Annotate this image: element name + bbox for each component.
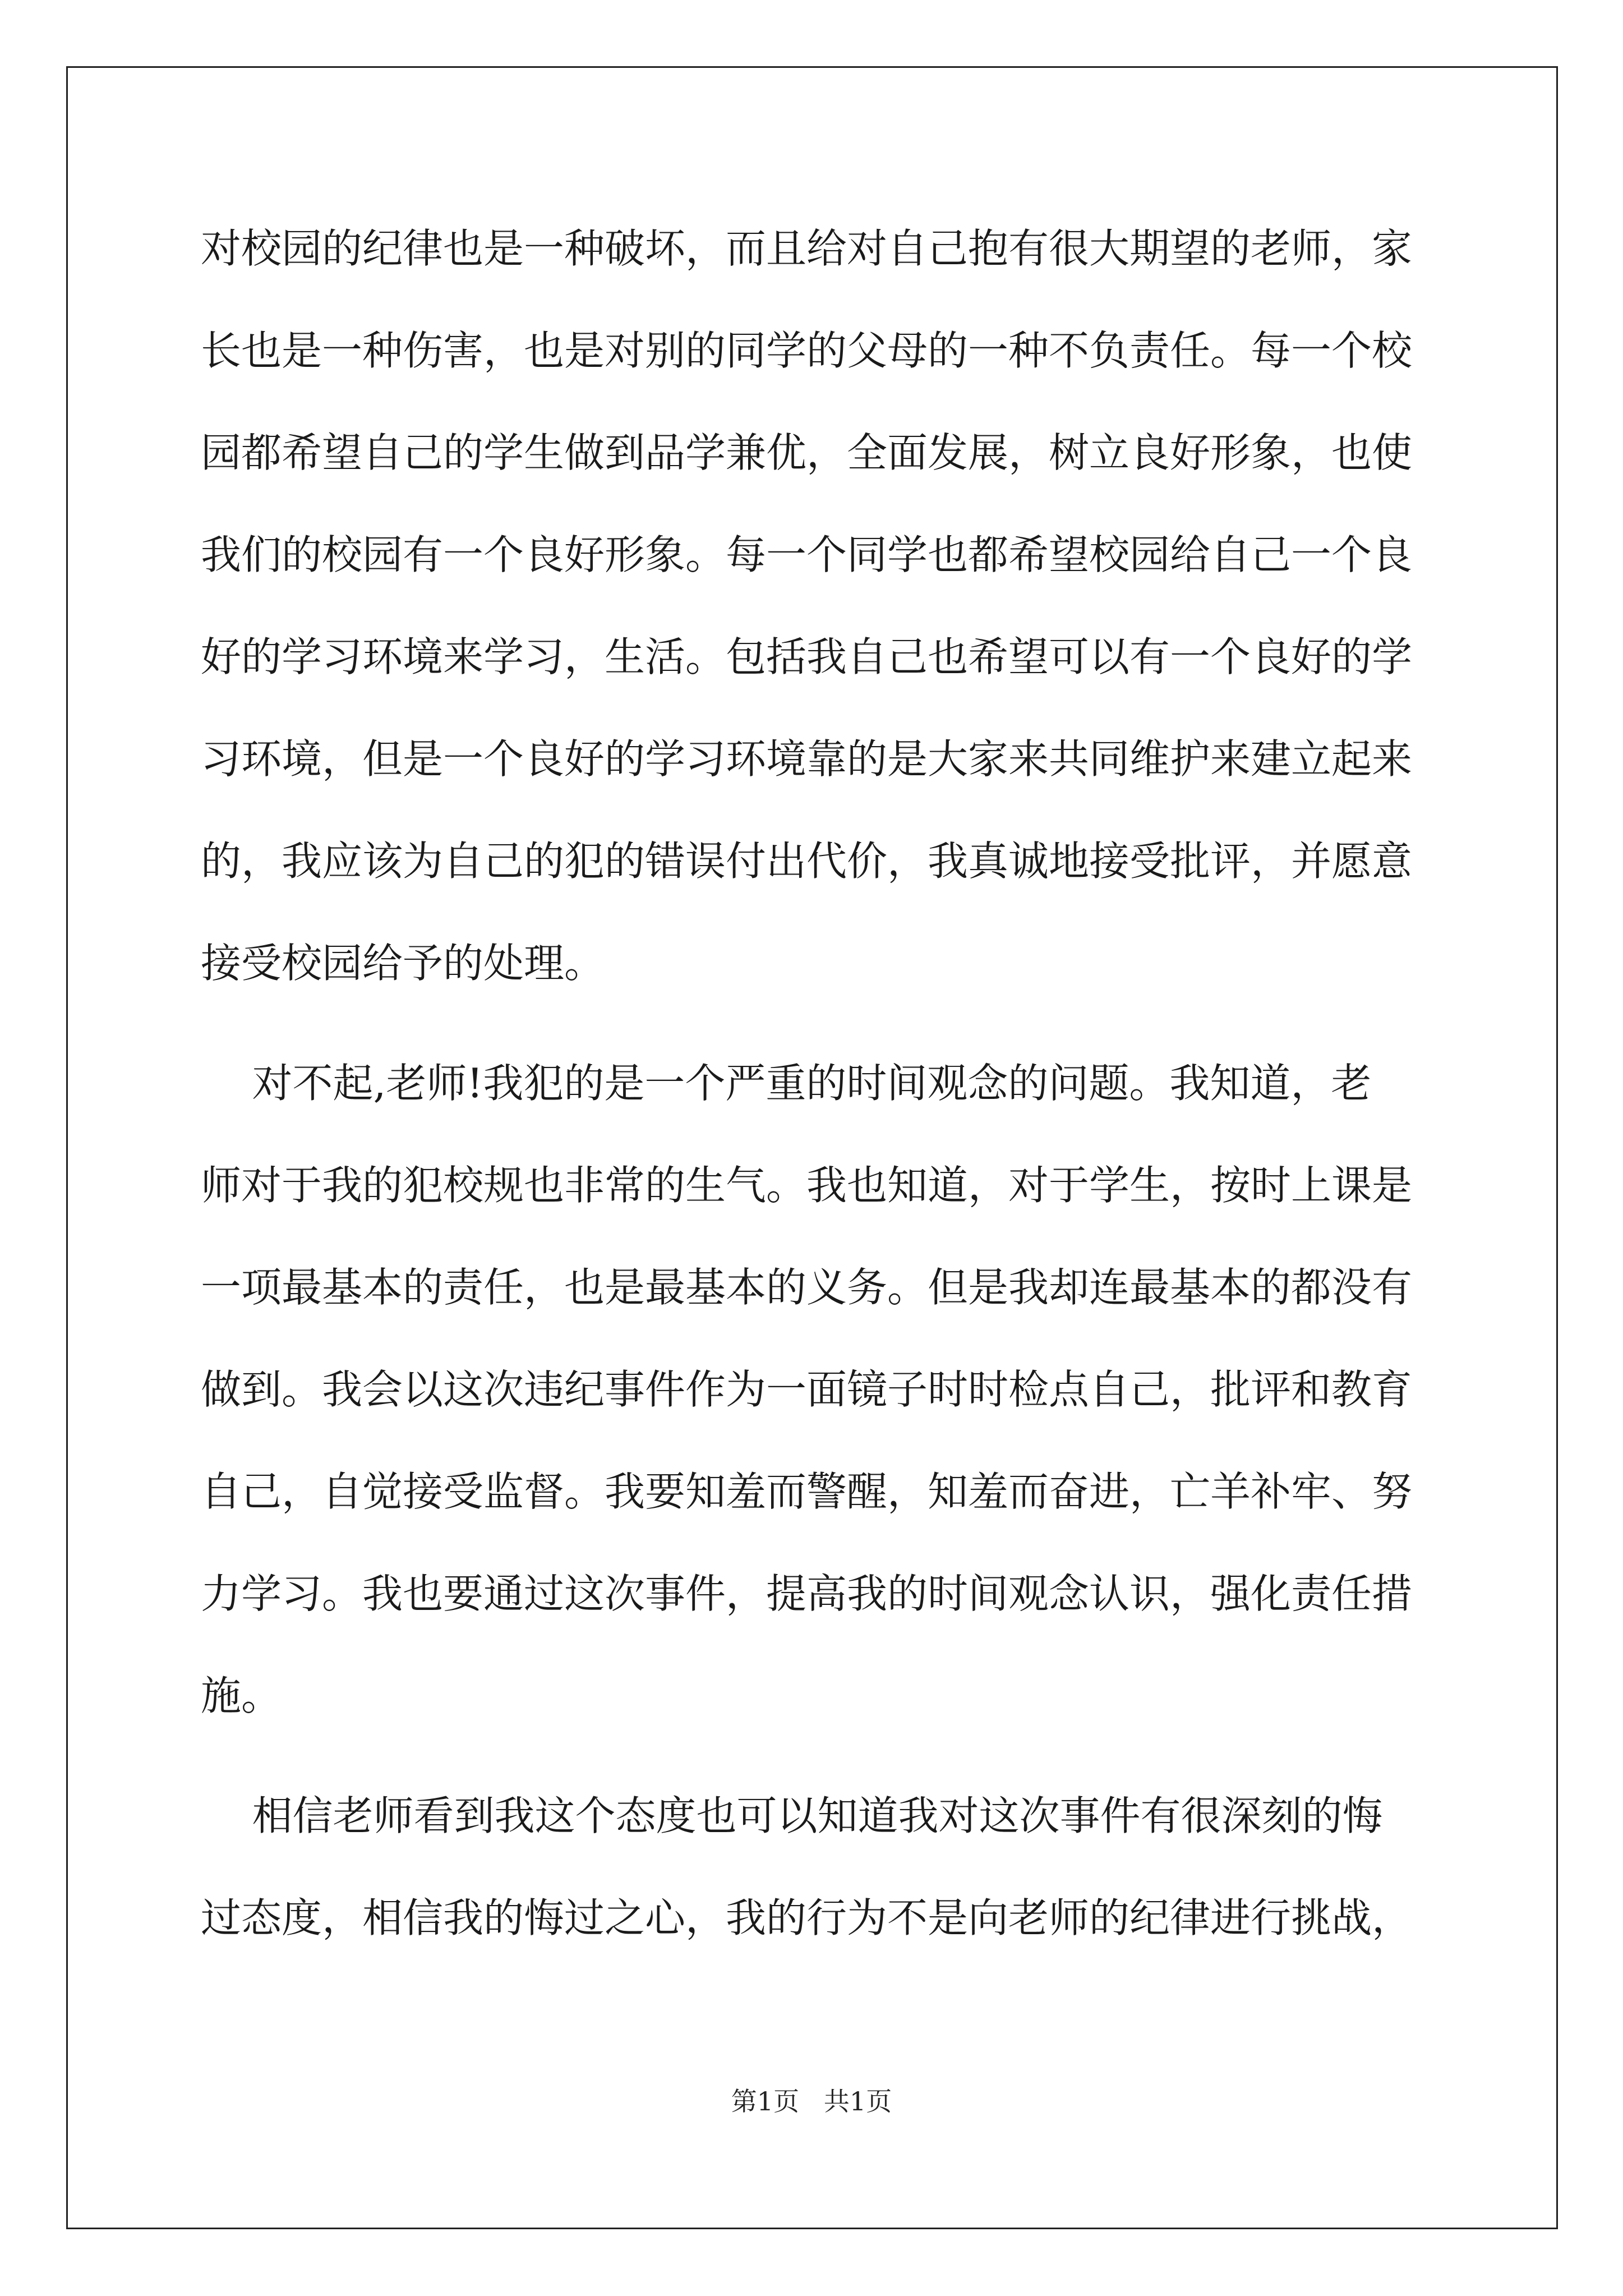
text-line: 园都希望自己的学生做到品学兼优，全面发展，树立良好形象，也使 — [201, 429, 1413, 476]
text-line: 自己，自觉接受监督。我要知羞而警醒，知羞而奋进，亡羊补牢、努 — [201, 1468, 1413, 1515]
text-line: 做到。我会以这次违纪事件作为一面镜子时时检点自己，批评和教育 — [201, 1366, 1413, 1413]
paragraph — [201, 1765, 1423, 1969]
text-line: 施。 — [201, 1672, 282, 1719]
text-line: 接受校园给予的处理。 — [201, 940, 605, 987]
text-line: 对校园的纪律也是一种破坏，而且给对自己抱有很大期望的老师，家 — [201, 225, 1413, 272]
text-line: 好的学习环境来学习，生活。包括我自己也希望可以有一个良好的学 — [201, 633, 1413, 680]
text-line: 师对于我的犯校规也非常的生气。我也知道，对于学生，按时上课是 — [201, 1162, 1413, 1209]
text-line: 一项最基本的责任，也是最基本的义务。但是我却连最基本的都没有 — [201, 1264, 1413, 1311]
text-line: 的，我应该为自己的犯的错误付出代价，我真诚地接受批评，并愿意 — [201, 838, 1413, 885]
paragraph — [201, 1032, 1423, 1747]
text-line: 相信老师看到我这个态度也可以知道我对这次事件有很深刻的悔 — [201, 1792, 1383, 1839]
text-line: 长也是一种伤害，也是对别的同学的父母的一种不负责任。每一个校 — [201, 327, 1413, 374]
text-line: 过态度，相信我的悔过之心，我的行为不是向老师的纪律进行挑战， — [201, 1894, 1413, 1941]
text-line: 我们的校园有一个良好形象。每一个同学也都希望校园给自己一个良 — [201, 531, 1413, 578]
paragraph-spacer — [201, 1014, 1423, 1032]
paragraph-spacer — [201, 1747, 1423, 1765]
text-line: 习环境，但是一个良好的学习环境靠的是大家来共同维护来建立起来 — [201, 735, 1413, 783]
text-line: 力学习。我也要通过这次事件，提高我的时间观念认识，强化责任措 — [201, 1570, 1413, 1617]
document-body — [201, 197, 1423, 1969]
paragraph — [201, 197, 1423, 1014]
page-number-footer: 第1页 共1页 — [731, 2086, 892, 2116]
text-line: 对不起,老师!我犯的是一个严重的时间观念的问题。我知道，老 — [201, 1060, 1372, 1107]
